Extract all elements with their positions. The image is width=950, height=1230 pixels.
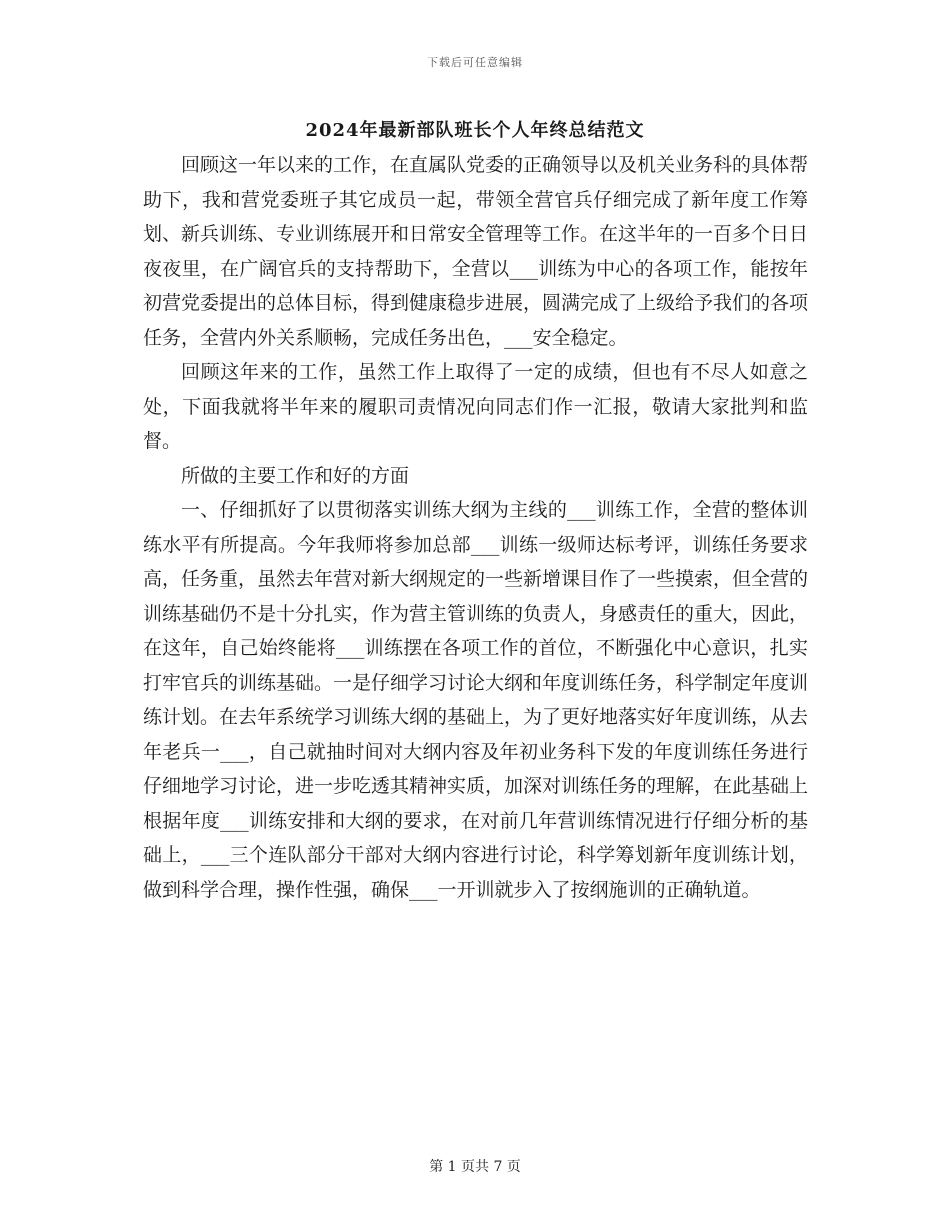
paragraph-1: 回顾这一年以来的工作，在直属队党委的正确领导以及机关业务科的具体帮助下，我和营党委班子其它成员一起，带领全营官兵仔细完成了新年度工作筹划、新兵训练、专业训练展开和日常安全管理等工作。在这半年的一百多个日日夜夜里，在广阔官兵的支持帮助下，全营以___训练为中心的各项工作，能按年初营党委提出的总体目标，得到健康稳步进展，圆满完成了上级给予我们的各项任务，全营内外关系顺畅，完成任务出色，___安全稳定。: [143, 154, 809, 349]
section-heading: 所做的主要工作和好的方面: [181, 464, 410, 487]
document-title: 2024年最新部队班长个人年终总结范文: [305, 120, 645, 141]
paragraph-3: 一、仔细抓好了以贯彻落实训练大纲为主线的___训练工作，全营的整体训练水平有所提高。今年我师将参加总部___训练一级师达标考评，训练任务要求高，任务重，虽然去年营对新大纲规定的一些新增课目作了一些摸索，但全营的训练基础仍不是十分扎实，作为营主管训练的负责人，身感责任的重大，因此，在这年，自己始终能将___训练摆在各项工作的首位，不断强化中心意识，扎实打牢官兵的训练基础。一是仔细学习讨论大纲和年度训练任务，科学制定年度训练计划。在去年系统学习训练大纲的基础上，为了更好地落实好年度训练，从去年老兵一___，自己就抽时间对大纲内容及年初业务科下发的年度训练任务进行仔细地学习讨论，进一步吃透其精神实质，加深对训练任务的理解，在此基础上根据年度___训练安排和大纲的要求，在对前几年营训练情况进行仔细分析的基础上，___三个连队部分干部对大纲内容进行讨论，科学筹划新年度训练计划，做到科学合理，操作性强，确保___一开训就步入了按纲施训的正确轨道。: [143, 499, 809, 901]
header-note: 下载后可任意编辑: [427, 56, 523, 69]
page-number: 第 1 页共 7 页: [429, 1159, 521, 1175]
document-body: [143, 148, 808, 907]
paragraph-2: 回顾这年来的工作，虽然工作上取得了一定的成绩，但也有不尽人如意之处，下面我就将半年来的履职司责情况向同志们作一汇报，敬请大家批判和监督。: [143, 361, 808, 452]
